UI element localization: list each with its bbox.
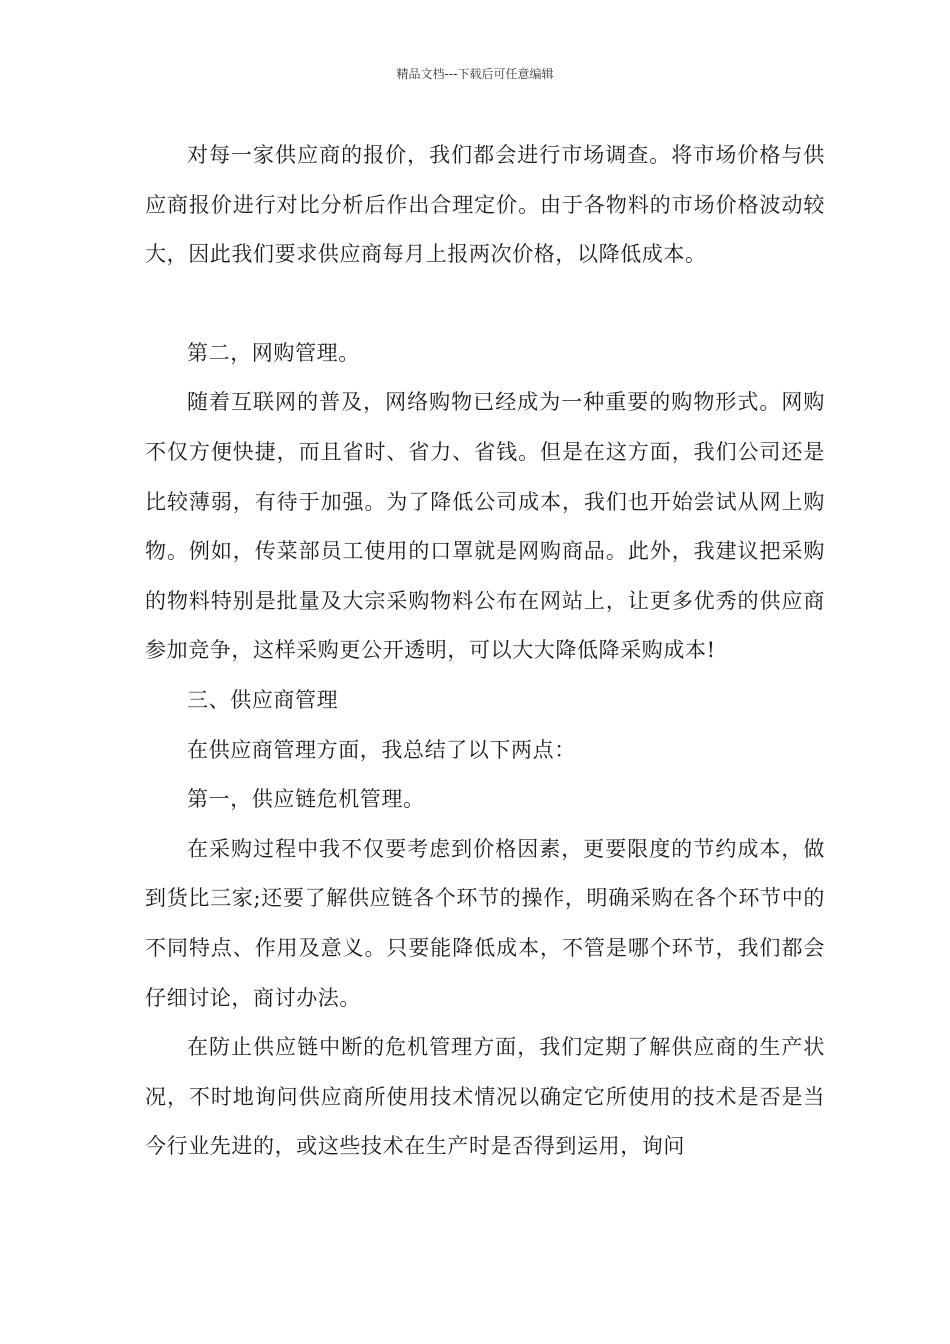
heading-supply-chain-crisis: 第一，供应链危机管理。 — [187, 787, 425, 812]
heading-supplier-management: 三、供应商管理 — [187, 687, 339, 712]
paragraph-supply-chain-interruption: 在防止供应链中断的危机管理方面，我们定期了解供应商的生产状况，不时地询问供应商所使用技术情况以确定它所使用的技术是否是当今行业先进的，或这些技术在生产时是否得到运用，询问 — [145, 1035, 825, 1159]
heading-online-purchasing: 第二，网购管理。 — [187, 340, 360, 365]
paragraph-gap — [145, 280, 825, 329]
document-body — [145, 131, 825, 1172]
page-header: 精品文档---下载后可任意编辑 — [396, 67, 554, 81]
paragraph-pricing: 对每一家供应商的报价，我们都会进行市场调查。将市场价格与供应商报价进行对比分析后作出合理定价。由于各物料的市场价格波动较大，因此我们要求供应商每月上报两次价格，以降低成本。 — [145, 143, 825, 267]
paragraph-online-purchasing: 随着互联网的普及，网络购物已经成为一种重要的购物形式。网购不仅方便快捷，而且省时、省力、省钱。但是在这方面，我们公司还是比较薄弱，有待于加强。为了降低公司成本，我们也开始尝试从网上购物。例如，传菜部员工使用的口罩就是网购商品。此外，我建议把采购的物料特别是批量及大宗采购物料公布在网站上，让更多优秀的供应商参加竞争，这样采购更公开透明，可以大大降低降采购成本! — [145, 390, 825, 663]
paragraph-supply-chain-cost: 在采购过程中我不仅要考虑到价格因素，更要限度的节约成本，做到货比三家;还要了解供应链各个环节的操作，明确采购在各个环节中的不同特点、作用及意义。只要能降低成本，不管是哪个环节，我们都会仔细讨论，商讨办法。 — [145, 836, 825, 1010]
paragraph-supplier-intro: 在供应商管理方面，我总结了以下两点： — [187, 737, 576, 762]
